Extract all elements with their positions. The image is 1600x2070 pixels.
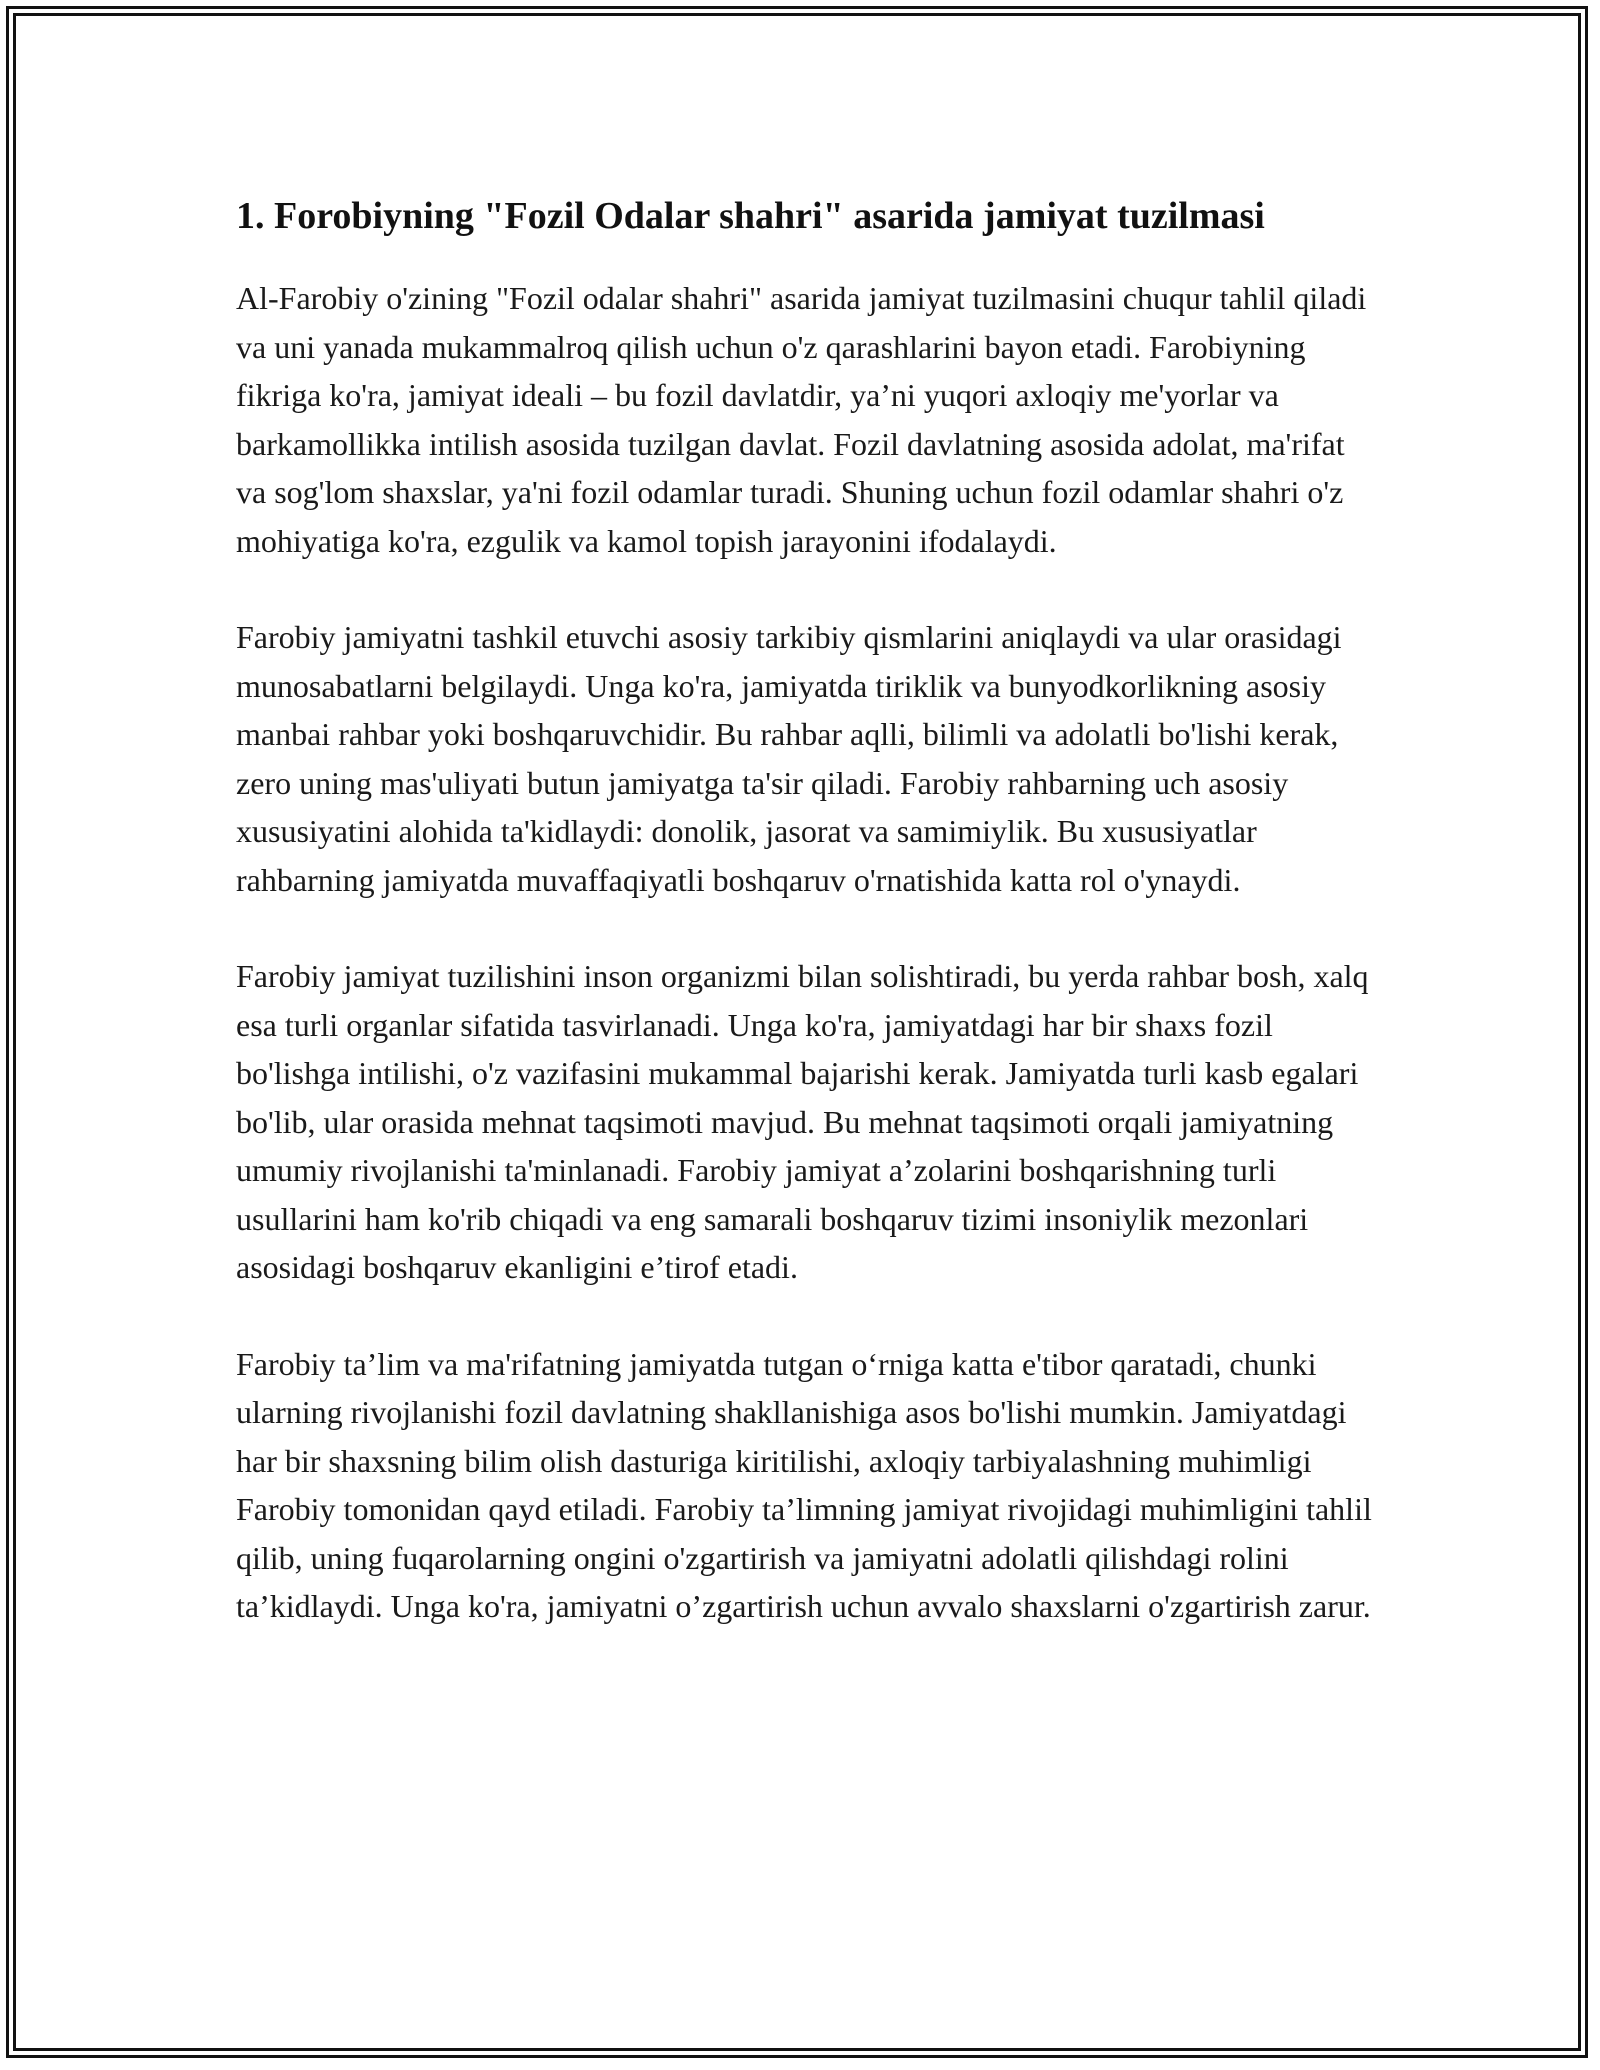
- paragraph-3: Farobiy jamiyat tuzilishini inson organizmi bilan solishtiradi, bu yerda rahbar bosh, xalq esa turli organlar sifatida tasvirlanadi. Unga ko'ra, jamiyatdagi har bir shaxs fozil bo'lishga intilishi, o'z vazifasini mukammal bajarishi kerak. Jamiyatda turli kasb egalari bo'lib, ular orasida mehnat taqsimoti mavjud. Bu mehnat taqsimoti orqali jamiyatning umumiy rivojlanishi ta'minlanadi. Farobiy jamiyat a’zolarini boshqarishning turli usullarini ham ko'rib chiqadi va eng samarali boshqaruv tizimi insoniylik mezonlari asosidagi boshqaruv ekanligini e’tirof etadi.: [236, 958, 1369, 1285]
- paragraph-4: Farobiy ta’lim va ma'rifatning jamiyatda tutgan o‘rniga katta e'tibor qaratadi, chunki ularning rivojlanishi fozil davlatning shakllanishiga asos bo'lishi mumkin. Jamiyatdagi har bir shaxsning bilim olish dasturiga kiritilishi, axloqiy tarbiyalashning muhimligi Farobiy tomonidan qayd etiladi. Farobiy ta’limning jamiyat rivojidagi muhimligini tahlil qilib, uning fuqarolarning ongini o'zgartirish va jamiyatni adolatli qilishdagi rolini ta’kidlaydi. Unga ko'ra, jamiyatni o’zgartirish uchun avvalo shaxslarni o'zgartirish zarur.: [236, 1345, 1372, 1624]
- paragraph-2: Farobiy jamiyatni tashkil etuvchi asosiy tarkibiy qismlarini aniqlaydi va ular orasidagi munosabatlarni belgilaydi. Unga ko'ra, jamiyatda tiriklik va bunyodkorlikning asosiy manbai rahbar yoki boshqaruvchidir. Bu rahbar aqlli, bilimli va adolatli bo'lishi kerak, zero uning mas'uliyati butun jamiyatga ta'sir qiladi. Farobiy rahbarning uch asosiy xususiyatini alohida ta'kidlaydi: donolik, jasorat va samimiylik. Bu xususiyatlar rahbarning jamiyatda muvaffaqiyatli boshqaruv o'rnatishida katta rol o'ynaydi.: [236, 619, 1342, 898]
- document-title: 1. Forobiyning "Fozil Odalar shahri" asarida jamiyat tuzilmasi: [236, 195, 1265, 237]
- paragraph-1: Al-Farobiy o'zining "Fozil odalar shahri" asarida jamiyat tuzilmasini chuqur tahlil qiladi va uni yanada mukammalroq qilish uchun o'z qarashlarini bayon etadi. Farobiyning fikriga ko'ra, jamiyat ideali – bu fozil davlatdir, ya’ni yuqori axloqiy me'yorlar va barkamollikka intilish asosida tuzilgan davlat. Fozil davlatning asosida adolat, ma'rifat va sog'lom shaxslar, ya'ni fozil odamlar turadi. Shuning uchun fozil odamlar shahri o'z mohiyatiga ko'ra, ezgulik va kamol topish jarayonini ifodalaydi.: [236, 280, 1367, 559]
- document-body: [236, 188, 1376, 1679]
